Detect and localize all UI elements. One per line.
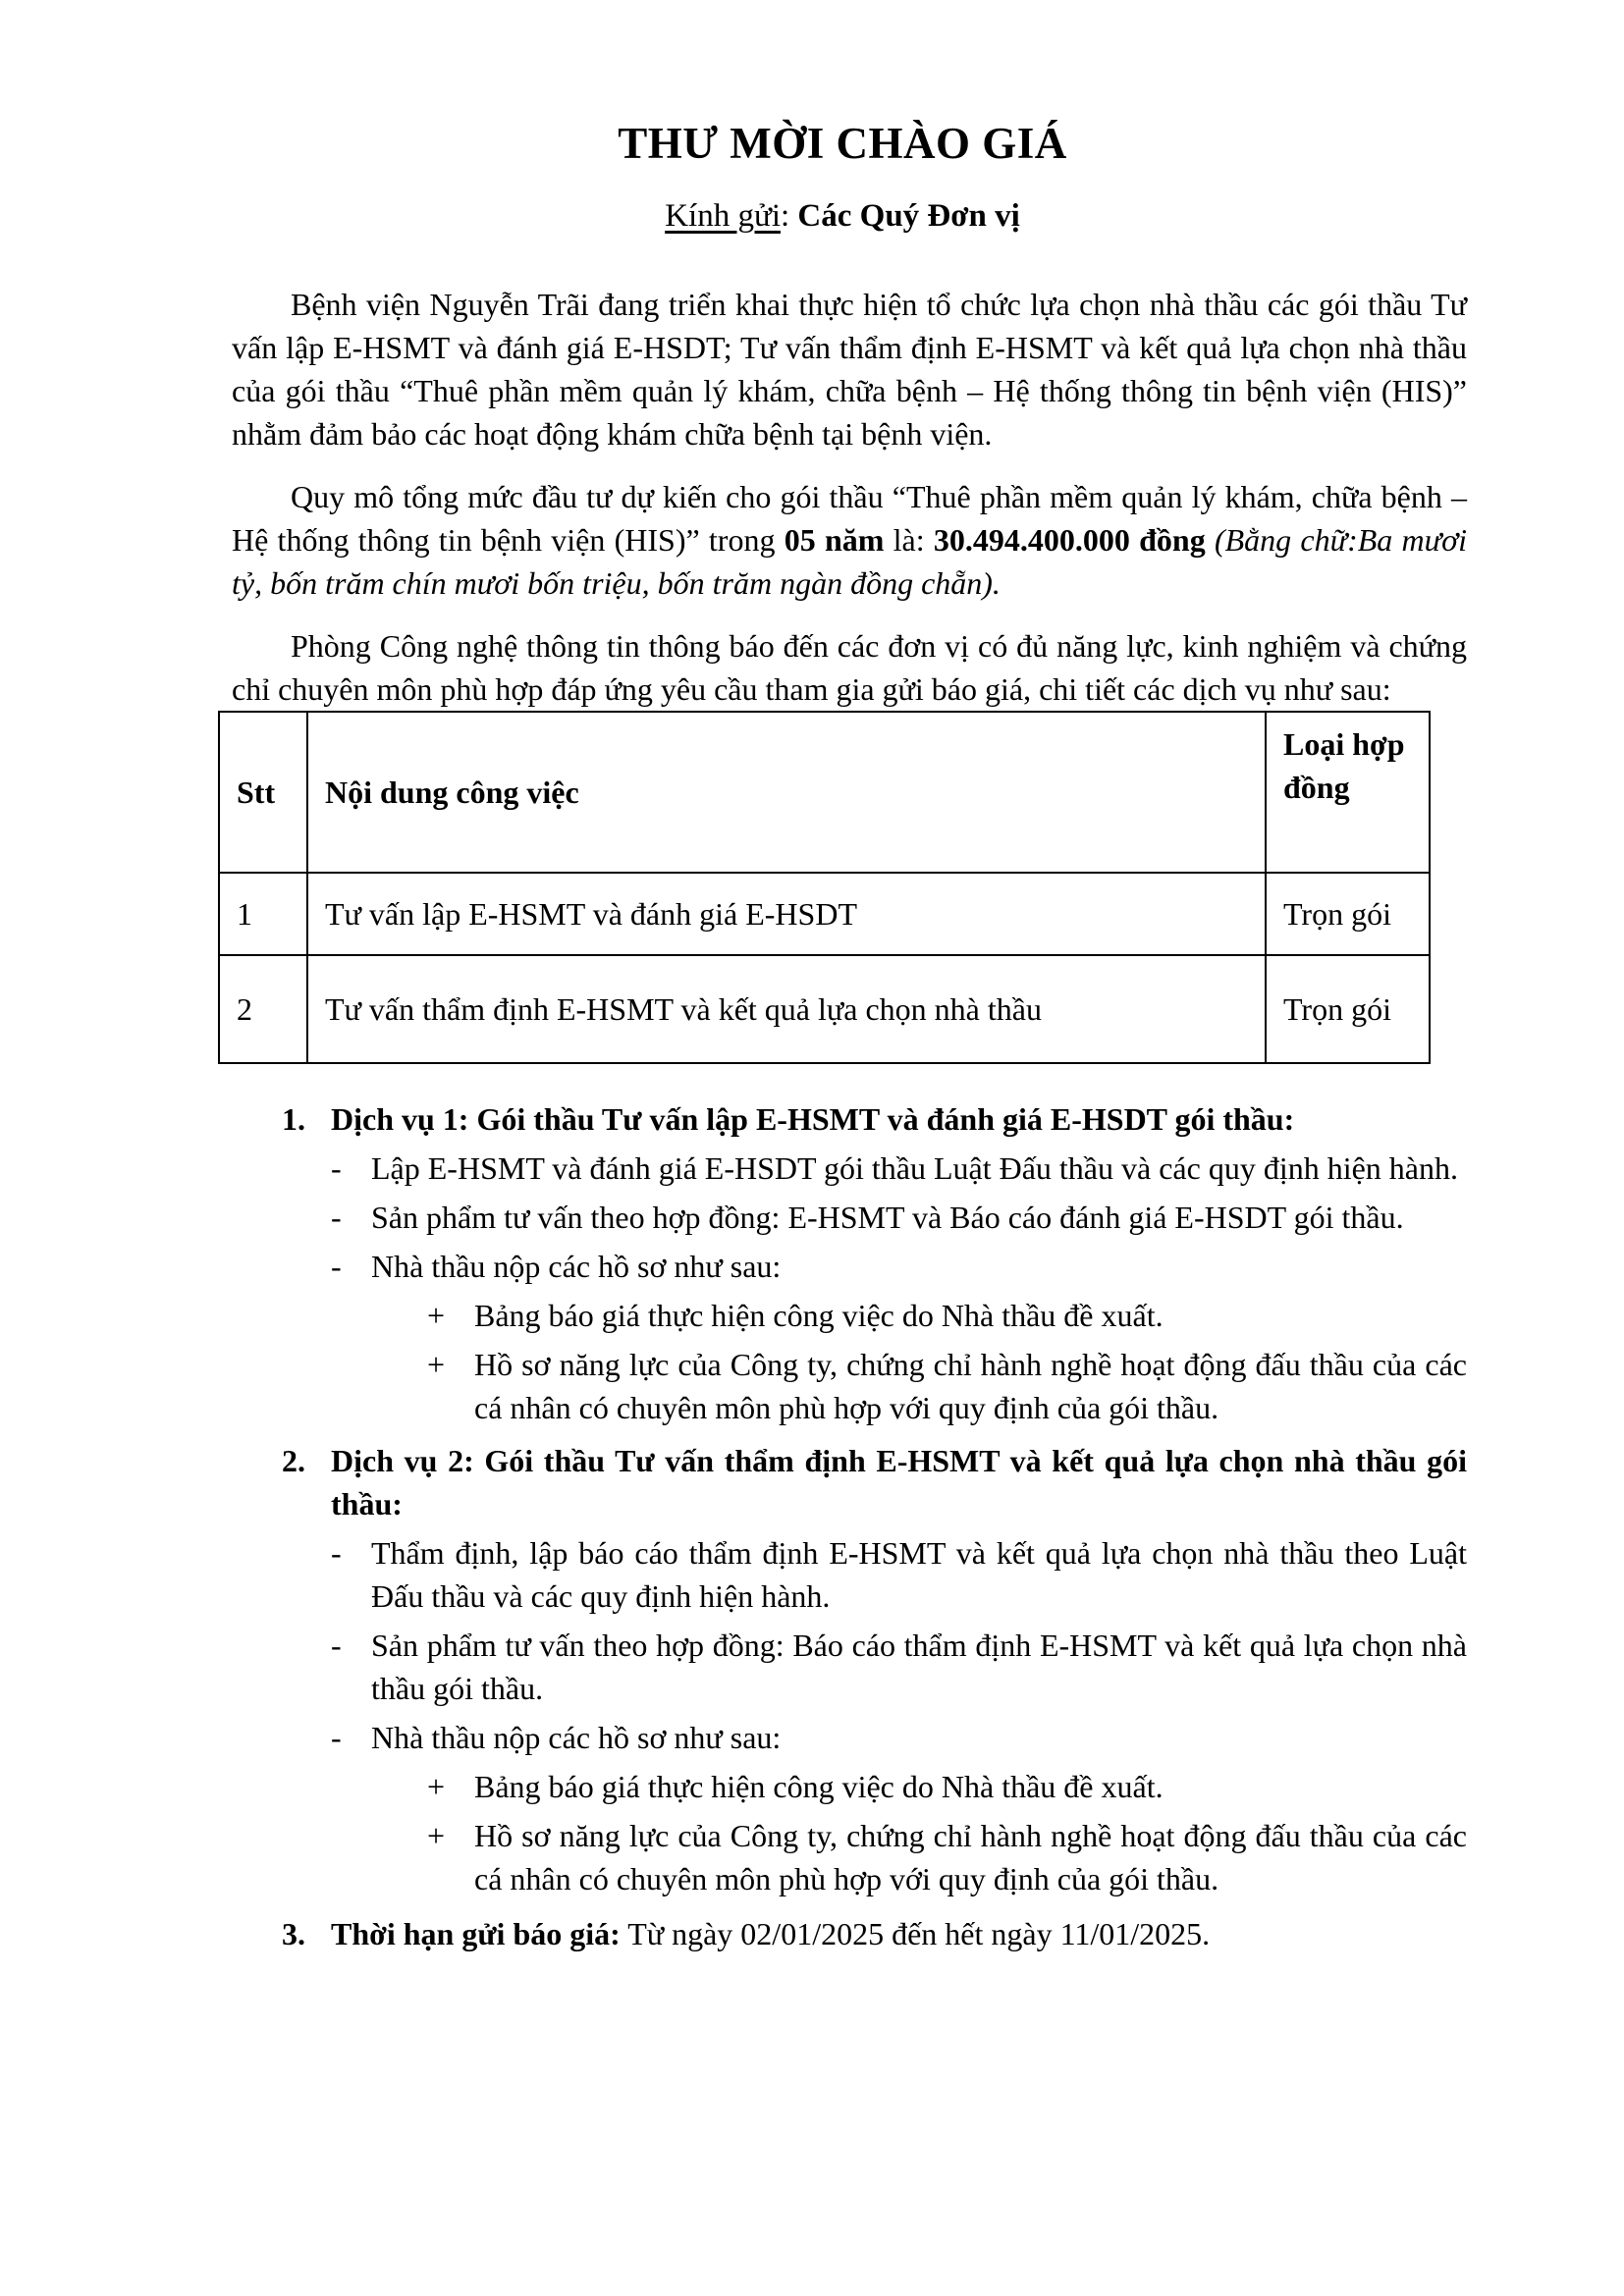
deadline-label: Thời hạn gửi báo giá: [331, 1916, 621, 1951]
dash-marker: - [331, 1628, 342, 1663]
salutation-greeting: Kính gửi [665, 198, 781, 234]
paragraph-budget [232, 475, 1467, 605]
dash-item-text: Nhà thầu nộp các hồ sơ như sau: [371, 1720, 782, 1755]
dash-item-text: Sản phẩm tư vấn theo hợp đồng: E-HSMT và Báo cáo đánh giá E-HSDT gói thầu. [371, 1200, 1404, 1235]
budget-amount: 30.494.400.000 đồng [933, 522, 1206, 558]
dash-marker: - [331, 1249, 342, 1284]
table-row [219, 873, 1430, 955]
dash-item-text: Nhà thầu nộp các hồ sơ như sau: [371, 1249, 782, 1284]
cell-content: Tư vấn lập E-HSMT và đánh giá E-HSDT [307, 873, 1266, 955]
service-2-number: 2. [282, 1443, 305, 1478]
dash-item [218, 1624, 1467, 1710]
cell-stt: 1 [219, 873, 307, 955]
plus-item-text: Bảng báo giá thực hiện công việc do Nhà thầu đề xuất. [474, 1298, 1164, 1333]
dash-marker: - [331, 1200, 342, 1235]
plus-item-text: Bảng báo giá thực hiện công việc do Nhà thầu đề xuất. [474, 1769, 1164, 1804]
plus-item-text: Hồ sơ năng lực của Công ty, chứng chỉ hành nghề hoạt động đấu thầu của các cá nhân có chuyên môn phù hợp với quy định của gói thầu. [474, 1818, 1467, 1896]
deadline-number: 3. [282, 1916, 305, 1951]
plus-item [218, 1294, 1467, 1337]
quotation-table [218, 711, 1431, 1064]
budget-text-2: là: [884, 522, 934, 558]
budget-text-1: Quy mô tổng mức đầu tư dự kiến cho gói thầu “Thuê phần mềm quản lý khám, chữa bệnh – Hệ thống thông tin bệnh viện (HIS)” trong [232, 479, 1467, 558]
cell-stt: 2 [219, 955, 307, 1063]
budget-amount-in-words: (Bằng chữ:Ba mươi tỷ, bốn trăm chín mươi bốn triệu, bốn trăm ngàn đồng chẵn). [232, 522, 1468, 601]
cell-content: Tư vấn thẩm định E-HSMT và kết quả lựa chọn nhà thầu [307, 955, 1266, 1063]
dash-item-text: Thẩm định, lập báo cáo thẩm định E-HSMT và kết quả lựa chọn nhà thầu theo Luật Đấu thầu và các quy định hiện hành. [371, 1535, 1467, 1614]
dash-item [218, 1147, 1467, 1190]
dash-item-text: Lập E-HSMT và đánh giá E-HSDT gói thầu Luật Đấu thầu và các quy định hiện hành. [371, 1150, 1458, 1186]
service-1-heading [218, 1097, 1467, 1141]
document-title: THƯ MỜI CHÀO GIÁ [618, 119, 1067, 168]
salutation-line [218, 194, 1467, 238]
deadline-item [218, 1912, 1467, 1955]
plus-marker: + [427, 1769, 446, 1804]
dash-item [218, 1531, 1467, 1618]
paragraph-notice: Phòng Công nghệ thông tin thông báo đến các đơn vị có đủ năng lực, kinh nghiệm và chứng chỉ chuyên môn phù hợp đáp ứng yêu cầu tham gia gửi báo giá, chi tiết các dịch vụ như sau: [232, 628, 1467, 707]
budget-duration: 05 năm [784, 522, 885, 558]
plus-marker: + [427, 1298, 446, 1333]
services-list [218, 1097, 1467, 1955]
plus-item-text: Hồ sơ năng lực của Công ty, chứng chỉ hành nghề hoạt động đấu thầu của các cá nhân có chuyên môn phù hợp với quy định của gói thầu. [474, 1347, 1467, 1425]
dash-marker: - [331, 1150, 342, 1186]
paragraph-intro: Bệnh viện Nguyễn Trãi đang triển khai thực hiện tổ chức lựa chọn nhà thầu các gói thầu Tư vấn lập E-HSMT và đánh giá E-HSDT; Tư vấn thẩm định E-HSMT và kết quả lựa chọn nhà thầu của gói thầu “Thuê phần mềm quản lý khám, chữa bệnh – Hệ thống thông tin bệnh viện (HIS)” nhằm đảm bảo các hoạt động khám chữa bệnh tại bệnh viện. [232, 287, 1467, 452]
salutation-recipient: Các Quý Đơn vị [797, 198, 1020, 234]
plus-item [218, 1814, 1467, 1900]
service-2-heading-text: Dịch vụ 2: Gói thầu Tư vấn thẩm định E-HSMT và kết quả lựa chọn nhà thầu gói thầu: [331, 1443, 1467, 1522]
service-1-number: 1. [282, 1101, 305, 1137]
plus-item [218, 1343, 1467, 1429]
deadline-text: Từ ngày 02/01/2025 đến hết ngày 11/01/2025. [620, 1916, 1211, 1951]
header-cell-contract-type: Loại hợp đồng [1266, 712, 1430, 873]
dash-item-text: Sản phẩm tư vấn theo hợp đồng: Báo cáo thẩm định E-HSMT và kết quả lựa chọn nhà thầu gói thầu. [371, 1628, 1467, 1706]
service-1-heading-text: Dịch vụ 1: Gói thầu Tư vấn lập E-HSMT và đánh giá E-HSDT gói thầu: [331, 1101, 1295, 1137]
cell-contract-type: Trọn gói [1266, 955, 1430, 1063]
salutation-colon: : [781, 198, 798, 234]
dash-marker: - [331, 1720, 342, 1755]
header-cell-stt: Stt [219, 712, 307, 873]
table-header-row [219, 712, 1430, 873]
plus-marker: + [427, 1818, 446, 1853]
header-cell-content: Nội dung công việc [307, 712, 1266, 873]
dash-item [218, 1245, 1467, 1288]
plus-item [218, 1765, 1467, 1808]
dash-item [218, 1196, 1467, 1239]
plus-marker: + [427, 1347, 446, 1382]
dash-item [218, 1716, 1467, 1759]
dash-marker: - [331, 1535, 342, 1571]
cell-contract-type: Trọn gói [1266, 873, 1430, 955]
service-2-heading [218, 1439, 1467, 1525]
table-row [219, 955, 1430, 1063]
